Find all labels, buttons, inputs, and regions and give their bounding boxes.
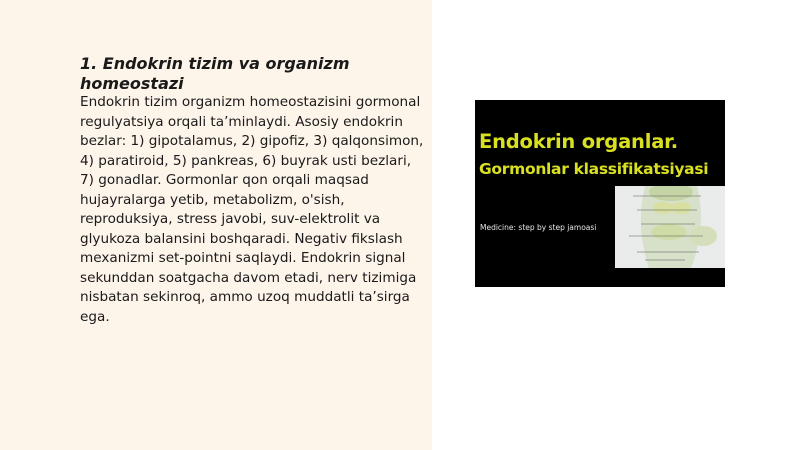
slide-title: 1. Endokrin tizim va organizm homeostazi <box>80 54 350 93</box>
video-thumbnail[interactable] <box>475 100 725 287</box>
thumbnail-title-line1: Endokrin organlar. <box>479 130 678 153</box>
thumbnail-title-line2: Gormonlar klassifikatsiyasi <box>479 160 709 178</box>
slide-body-text: Endokrin tizim organizm homeostazisini gormonal regulyatsiya orqali ta’minlaydi. Asosiy endokrin bezlar: 1) gipotalamus, 2) gipofiz, 3) qalqonsimon, 4) paratiroid, 5) pankreas, 6) buyrak usti bezlari, 7) gonadlar. Gormonlar qon orqali maqsad hujayralarga yetib, metabolizm, o'sish, reproduksiya, stress javobi, suv-elektrolit va glyukoza balansini boshqaradi. Negativ fikslash mexanizmi set-pointni saqlaydi. Endokrin signal sekunddan soatgacha davom etadi, nerv tizimiga nisbatan sekinroq, ammo uzoq muddatli ta’sirga ega. <box>80 94 424 325</box>
thumbnail-caption: Medicine: step by step jamoasi <box>480 223 597 232</box>
anatomy-illustration <box>615 186 725 268</box>
